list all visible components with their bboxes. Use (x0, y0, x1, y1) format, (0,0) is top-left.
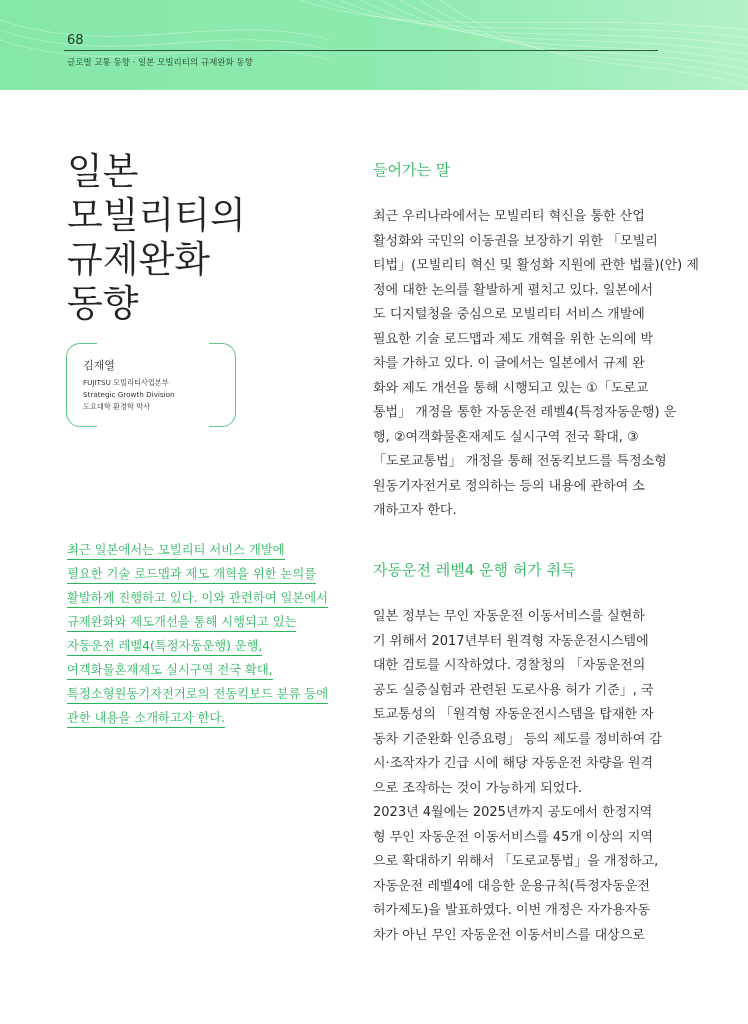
body-line: 토교통성의 「원격형 자동운전시스템을 탑재한 자 (373, 707, 654, 722)
body-line: 정에 대한 논의를 활발하게 펼치고 있다. 일본에서 (373, 282, 654, 298)
body-line: 대한 검토를 시작하였다. 경찰청의 「자동운전의 (373, 658, 646, 673)
section-heading-level4: 자동운전 레벨4 운행 허가 취득 (373, 561, 576, 579)
title-line: 일본 (67, 150, 139, 193)
level4-paragraph (373, 605, 663, 948)
title-line: 모빌리티의 (67, 194, 246, 237)
title-line: 동향 (67, 282, 139, 325)
body-line: 도 디지털청을 중심으로 모빌리티 서비스 개발에 (373, 307, 645, 322)
body-line: 2023년 4월에는 2025년까지 공도에서 한정지역 (373, 805, 653, 820)
page-number: 68 (67, 33, 84, 48)
intro-paragraph (373, 205, 699, 524)
body-line: 으로 조작하는 것이 가능하게 되었다. (373, 780, 583, 796)
title-line: 규제완화 (67, 238, 210, 281)
body-line: 허가제도)을 발표하였다. 이번 개정은 자가용자동 (373, 903, 650, 918)
body-line: 행, ②여객화물혼재제도 실시구역 전국 확대, ③ (373, 429, 639, 445)
header-band (0, 0, 748, 90)
header-divider (64, 50, 658, 51)
body-line: 동차 기준완화 인증요령」 등의 제도를 정비하여 감 (373, 731, 662, 747)
summary-pullquote (67, 541, 337, 733)
summary-line: 최근 일본에서는 모빌리티 서비스 개발에 (67, 543, 285, 560)
body-line: 티법」(모빌리티 혁신 및 활성화 지원에 관한 법률)(안) 제 (373, 258, 699, 273)
body-line: 통법」 개정을 통한 자동운전 레벨4(특정자동운행) 운 (373, 405, 677, 420)
summary-line: 자동운전 레벨4(특정자동운행) 운행, (67, 639, 262, 656)
body-line: 차를 가하고 있다. 이 글에서는 일본에서 규제 완 (373, 356, 645, 371)
summary-line: 필요한 기술 로드맵과 제도 개혁을 위한 논의를 (67, 567, 316, 584)
body-line: 최근 우리나라에서는 모빌리티 혁신을 통한 산업 (373, 209, 645, 224)
wave-pattern (0, 0, 748, 90)
body-line: 자동운전 레벨4에 대응한 운용규칙(특정자동운전 (373, 878, 650, 894)
author-box (66, 343, 236, 427)
summary-line: 여객화물혼재제도 실시구역 전국 확대, (67, 663, 273, 680)
summary-line: 규제완화와 제도개선을 통해 시행되고 있는 (67, 615, 296, 632)
section-heading-intro: 들어가는 말 (373, 161, 451, 179)
body-line: 공도 실증실험과 관련된 도로사용 허가 기준」, 국 (373, 682, 654, 698)
body-line: 형 무인 자동운전 이동서비스를 45개 이상의 지역 (373, 829, 653, 845)
body-line: 으로 확대하기 위해서 「도로교통법」을 개정하고, (373, 854, 659, 869)
body-line: 개하고자 한다. (373, 503, 457, 518)
body-line: 차가 아닌 무인 자동운전 이동서비스를 대상으로 (373, 927, 645, 943)
summary-line: 특정소형원동기자전거로의 전동킥보드 분류 등에 (67, 687, 328, 704)
author-name: 김재열 (83, 359, 115, 372)
summary-line: 관한 내용을 소개하고자 한다. (67, 711, 225, 728)
body-line: 「도로교통법」 개정을 통해 전동킥보드를 특정소형 (373, 454, 667, 469)
author-affiliation: Strategic Growth Division (83, 390, 175, 399)
body-line: 활성화와 국민의 이동권을 보장하기 위한 「모빌리 (373, 233, 658, 249)
body-line: 화와 제도 개선을 통해 시행되고 있는 ①「도로교 (373, 380, 649, 396)
body-line: 시·조작자가 긴급 시에 해당 자동운전 차량을 원격 (373, 756, 654, 771)
article-title (67, 150, 327, 326)
author-affiliation: 도요대학 환경학 박사 (83, 402, 151, 411)
body-line: 일본 정부는 무인 자동운전 이동서비스를 실현하 (373, 609, 645, 624)
body-line: 기 위해서 2017년부터 원격형 자동운전시스템에 (373, 633, 649, 649)
author-affiliation: FUJITSU 모빌리티사업본부 (83, 378, 169, 387)
summary-line: 활발하게 진행하고 있다. 이와 관련하여 일본에서 (67, 591, 328, 608)
body-line: 원동기자전거로 정의하는 등의 내용에 관하여 소 (373, 478, 645, 494)
body-line: 필요한 기술 로드맵과 제도 개혁을 위한 논의에 박 (373, 331, 654, 347)
running-head: 글로벌 교통 동향 · 일본 모빌리티의 규제완화 동향 (67, 58, 253, 68)
